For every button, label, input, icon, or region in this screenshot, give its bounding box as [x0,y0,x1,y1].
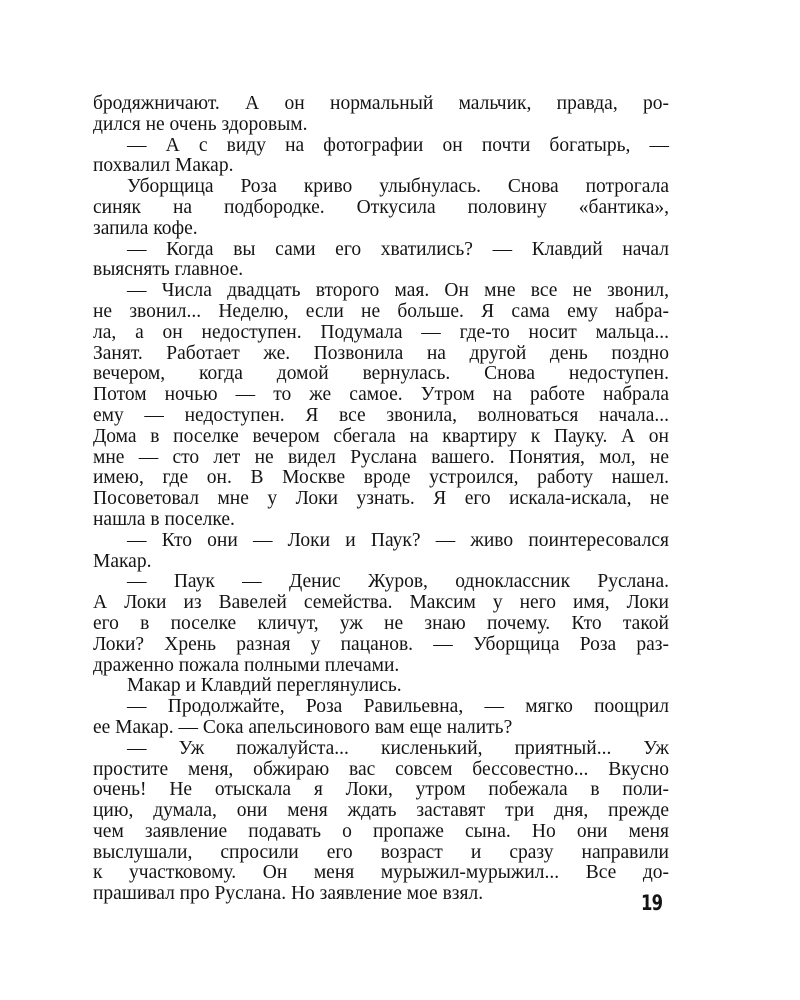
text-line: Потом ночью — то же самое. Утром на работе набрала [93,384,669,406]
text-line: — Уж пожалуйста... кисленький, приятный... Уж [127,737,669,759]
text-line: чем заявление подавать о пропаже сына. Но они меня [93,820,669,842]
text-line: Уборщица Роза криво улыбнулась. Снова потрогала [127,176,669,198]
text-line: мне — сто лет не видел Руслана вашего. Понятия, мол, не [93,446,669,468]
text-line: бродяжничают. А он нормальный мальчик, правда, ро- [93,93,669,114]
text-line: ла, а он недоступен. Подумала — где-то носит мальца... [93,321,669,343]
text-line: Посоветовал мне у Локи узнать. Я его искала-искала, не [93,488,669,510]
text-line: А Локи из Вавелей семейства. Максим у него имя, Локи [93,592,669,614]
page-text [93,94,669,905]
text-line: не звонил... Неделю, если не больше. Я сама ему набра- [93,300,669,322]
text-line: — А с виду на фотографии он почти богатырь, — [127,134,669,156]
text-line: Занят. Работает же. Позвонила на другой день поздно [93,342,669,364]
text-line: выяснять главное. [93,259,244,281]
page-number: 19 [641,891,663,915]
text-line: очень! Не отыскала я Локи, утром побежала в поли- [93,779,669,801]
text-line: цию, думала, они меня ждать заставят три дня, прежде [93,800,669,822]
text-line: Макар. [93,550,152,572]
text-line: выслушали, спросили его возраст и сразу направили [93,841,669,863]
text-line: — Числа двадцать второго мая. Он мне все не звонил, [127,280,669,302]
text-line: — Когда вы сами его хватились? — Клавдий начал [127,238,669,260]
text-line: похвалил Макар. [93,155,234,177]
text-line: ее Макар. — Сока апельсинового вам еще налить? [93,716,513,738]
text-line: синяк на подбородке. Откусила половину «бантика», [93,196,669,218]
text-line: ему — недоступен. Я все звонила, волноваться начала... [93,404,669,426]
text-line: нашла в поселке. [93,508,235,530]
text-line: драженно пожала полными плечами. [93,654,400,676]
text-line: дился не очень здоровым. [93,113,308,135]
text-line: имею, где он. В Москве вроде устроился, работу нашел. [93,467,669,489]
text-line: Макар и Клавдий переглянулись. [127,675,402,697]
text-line: — Кто они — Локи и Паук? — живо поинтересовался [127,529,669,551]
text-line: его в поселке кличут, уж не знаю почему. Кто такой [93,612,669,634]
text-line: вечером, когда домой вернулась. Снова недоступен. [93,363,669,385]
text-line: запила кофе. [93,217,198,239]
text-line: — Продолжайте, Роза Равильевна, — мягко поощрил [127,696,669,718]
text-line: Дома в поселке вечером сбегала на квартиру к Пауку. А он [93,425,669,447]
text-line: простите меня, обжираю вас совсем бессовестно... Вкусно [93,758,669,780]
text-line: к участковому. Он меня мурыжил-мурыжил... Все до- [93,862,669,884]
text-line: прашивал про Руслана. Но заявление мое взял. [93,883,484,905]
text-line: Локи? Хрень разная у пацанов. — Уборщица Роза раз- [93,633,669,655]
text-line: — Паук — Денис Журов, одноклассник Руслана. [127,571,669,593]
